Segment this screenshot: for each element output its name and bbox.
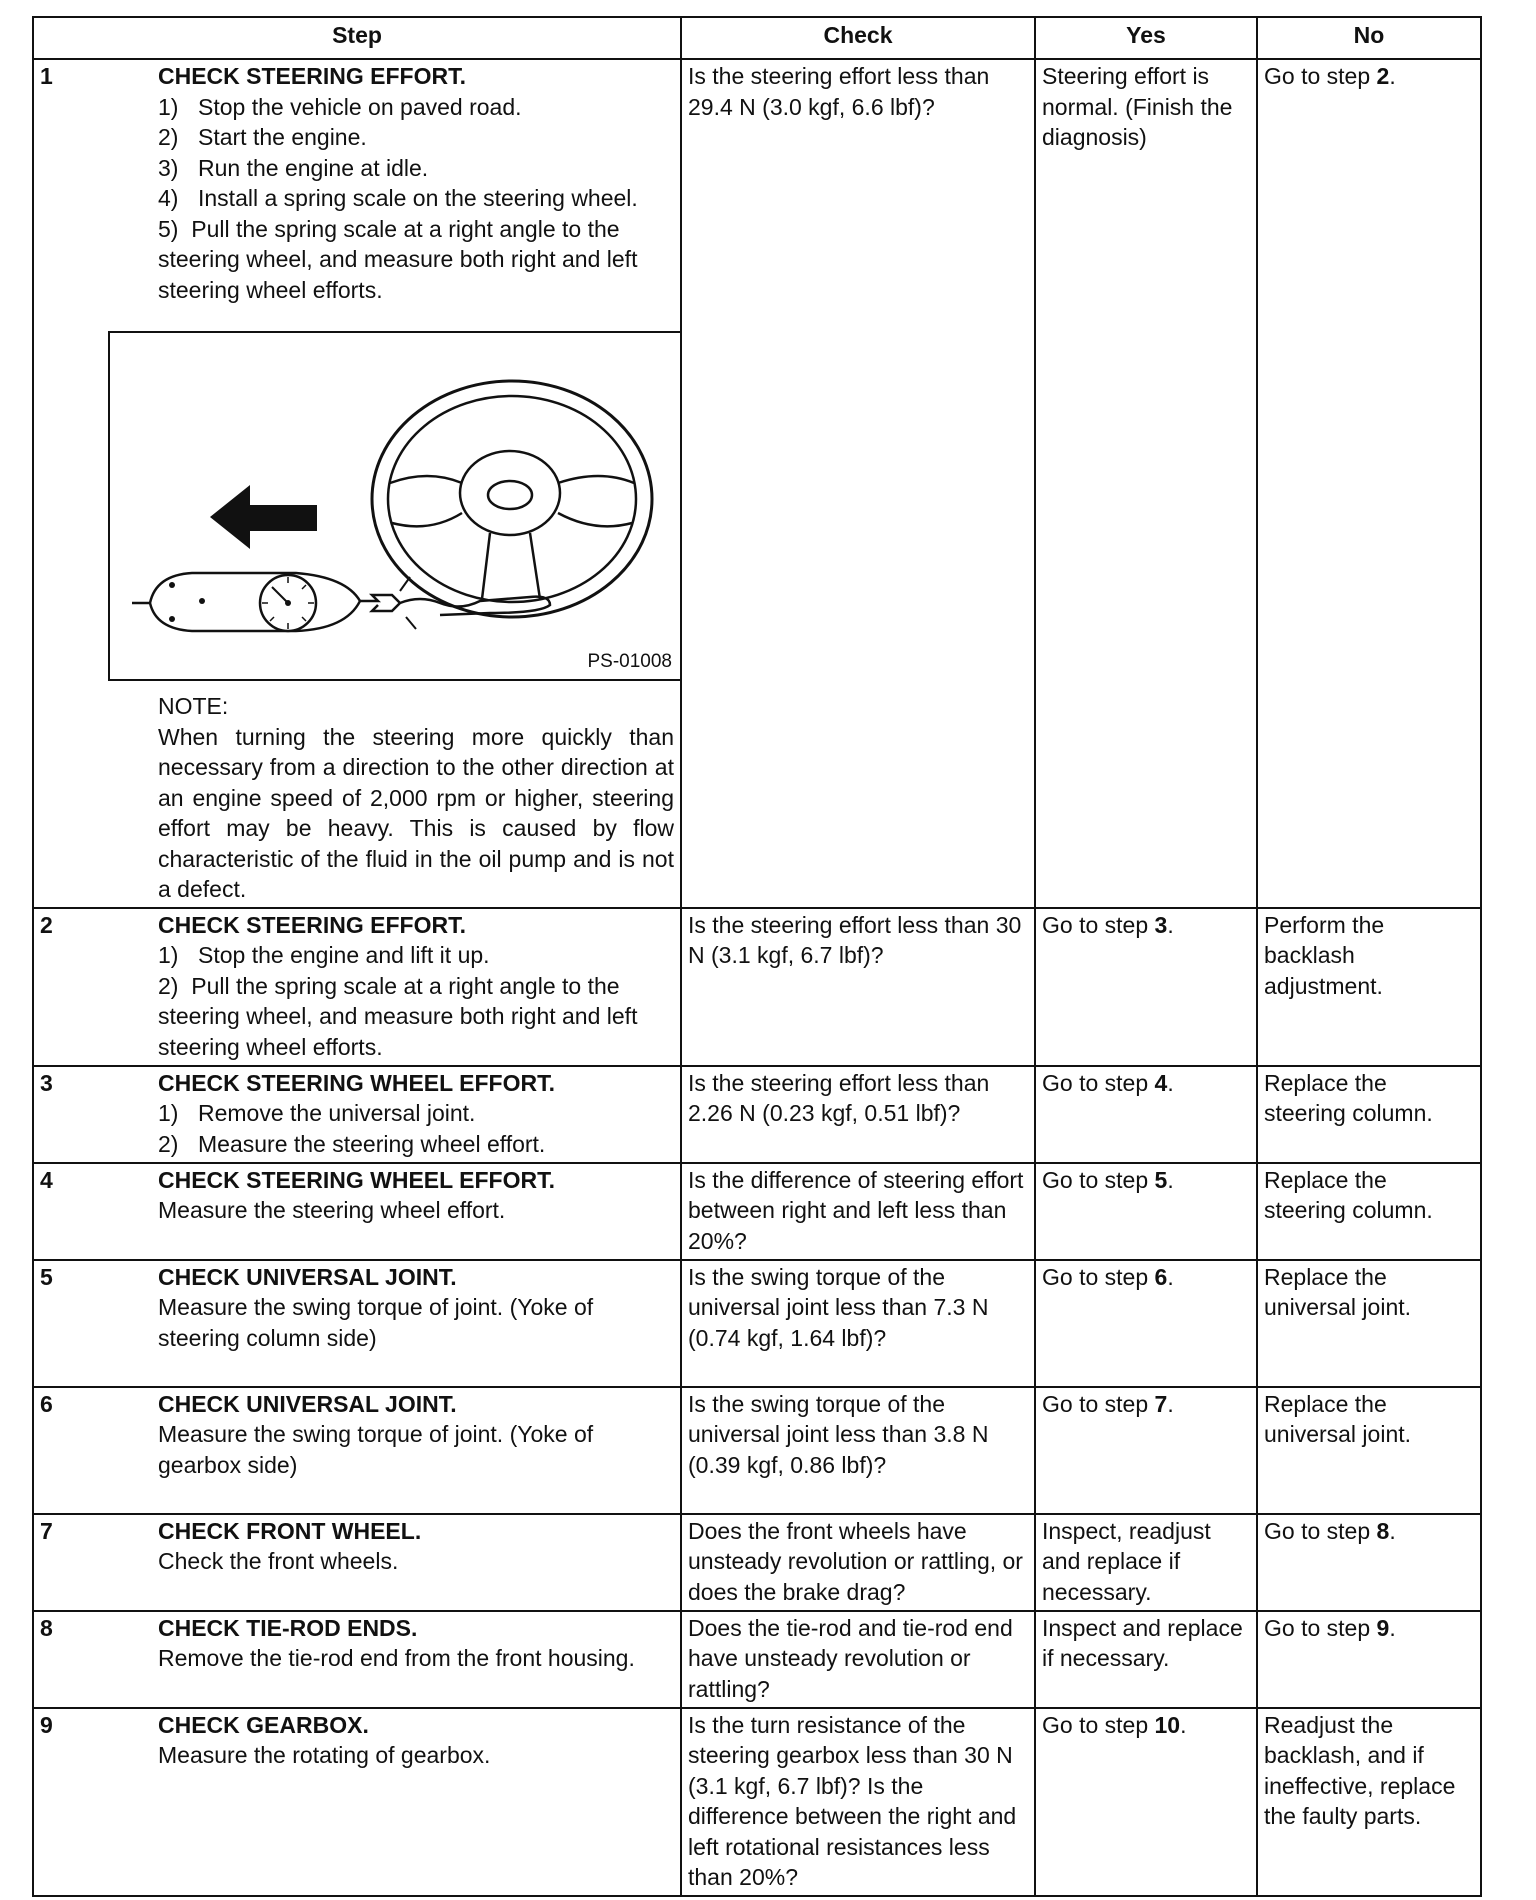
yes-cell: Go to step 7. [1035, 1387, 1257, 1514]
yes-cell: Go to step 4. [1035, 1066, 1257, 1163]
step-description: Measure the swing torque of joint. (Yoke of gearbox side) [158, 1421, 594, 1478]
list-item: 2) Start the engine. [158, 124, 367, 150]
step-cell [33, 1163, 681, 1260]
no-cell: Perform the backlash adjustment. [1257, 908, 1481, 1066]
table-row [33, 1514, 1481, 1611]
step-description: Check the front wheels. [158, 1548, 399, 1574]
header-row [33, 17, 1481, 59]
step-link: 10 [1154, 1711, 1181, 1738]
check-cell: Is the steering effort less than 29.4 N (3.0 kgf, 6.6 lbf)? [681, 59, 1035, 908]
steering-wheel-spring-scale-illustration [110, 333, 680, 679]
step-cell [33, 1066, 681, 1163]
step-link: 9 [1376, 1614, 1390, 1641]
header-step: Step [33, 17, 681, 59]
yes-cell: Steering effort is normal. (Finish the diagnosis) [1035, 59, 1257, 908]
step-link: 2 [1376, 63, 1390, 89]
step-description: Measure the swing torque of joint. (Yoke of steering column side) [158, 1294, 594, 1351]
yes-cell: Inspect and replace if necessary. [1035, 1611, 1257, 1708]
figure-id: PS-01008 [587, 651, 672, 672]
check-cell: Is the difference of steering effort between right and left less than 20%? [681, 1163, 1035, 1260]
steering-wheel-hub [460, 451, 560, 535]
list-item: 1) Stop the vehicle on paved road. [158, 93, 522, 120]
no-cell: Replace the steering column. [1257, 1163, 1481, 1260]
yes-cell: Go to step 10. [1035, 1708, 1257, 1896]
step-cell [33, 1260, 681, 1387]
steering-wheel-rim [372, 381, 652, 617]
no-cell: Go to step 9. [1257, 1611, 1481, 1708]
step-cell [33, 59, 681, 908]
check-cell: Is the steering effort less than 2.26 N (0.23 kgf, 0.51 lbf)? [681, 1066, 1035, 1163]
step-number: 4 [40, 1166, 53, 1193]
no-cell: Readjust the backlash, and if ineffective, replace the faulty parts. [1257, 1708, 1481, 1896]
diagnosis-table [32, 16, 1482, 1897]
check-cell: Is the steering effort less than 30 N (3.1 kgf, 6.7 lbf)? [681, 908, 1035, 1066]
left-arrow-icon [210, 485, 317, 549]
table-row [33, 1066, 1481, 1163]
step-title: CHECK FRONT WHEEL. [158, 1517, 422, 1544]
step-description: Measure the steering wheel effort. [158, 1197, 506, 1223]
step-cell [33, 1611, 681, 1708]
step-title: CHECK STEERING WHEEL EFFORT. [158, 1166, 555, 1193]
header-yes: Yes [1035, 17, 1257, 59]
step-number: 6 [40, 1390, 53, 1417]
steering-effort-figure [108, 331, 682, 681]
list-item: 4) Install a spring scale on the steering wheel. [158, 185, 638, 211]
step-link: 5 [1154, 1166, 1168, 1193]
spring-scale [132, 573, 550, 631]
step-cell [33, 908, 681, 1066]
list-item: 1) Remove the universal joint. [158, 1100, 476, 1126]
header-no: No [1257, 17, 1481, 59]
table-row [33, 1708, 1481, 1896]
step-number: 8 [40, 1614, 53, 1641]
step-description: Measure the rotating of gearbox. [158, 1742, 491, 1768]
step-number: 9 [40, 1711, 53, 1738]
diagnosis-sheet [32, 16, 1480, 1897]
step-cell [33, 1514, 681, 1611]
check-cell: Does the tie-rod and tie-rod end have unsteady revolution or rattling? [681, 1611, 1035, 1708]
no-cell: Go to step 2. [1257, 59, 1481, 908]
step-link: 3 [1154, 911, 1168, 938]
note-text: When turning the steering more quickly than necessary from a direction to the other direction at an engine speed of 2,000 rpm or higher, steering effort may be heavy. This is caused by flow characteristic of the fluid in the oil pump and is not a defect. [158, 723, 674, 902]
table-row [33, 1260, 1481, 1387]
table-row [33, 1387, 1481, 1514]
step-title: CHECK STEERING EFFORT. [158, 63, 466, 89]
no-cell: Go to step 8. [1257, 1514, 1481, 1611]
step-title: CHECK UNIVERSAL JOINT. [158, 1263, 457, 1290]
header-check: Check [681, 17, 1035, 59]
yes-cell: Go to step 5. [1035, 1163, 1257, 1260]
step-title: CHECK STEERING WHEEL EFFORT. [158, 1069, 555, 1096]
check-cell: Is the swing torque of the universal joint less than 3.8 N (0.39 kgf, 0.86 lbf)? [681, 1387, 1035, 1514]
table-row [33, 1163, 1481, 1260]
yes-cell: Go to step 3. [1035, 908, 1257, 1066]
step-number: 7 [40, 1517, 53, 1544]
list-item: 3) Run the engine at idle. [158, 154, 429, 181]
check-cell: Is the swing torque of the universal joint less than 7.3 N (0.74 kgf, 1.64 lbf)? [681, 1260, 1035, 1387]
step-description: Remove the tie-rod end from the front housing. [158, 1645, 635, 1671]
step-link: 8 [1376, 1517, 1390, 1544]
step-link: 7 [1154, 1390, 1168, 1417]
step-link: 4 [1154, 1069, 1168, 1096]
table-row [33, 1611, 1481, 1708]
step-title: CHECK STEERING EFFORT. [158, 911, 466, 938]
step-title: CHECK UNIVERSAL JOINT. [158, 1390, 457, 1417]
table-row [33, 908, 1481, 1066]
list-item: 2) Pull the spring scale at a right angle to the steering wheel, and measure both right and left steering wheel efforts. [158, 972, 638, 1060]
no-cell: Replace the universal joint. [1257, 1387, 1481, 1514]
check-cell: Does the front wheels have unsteady revolution or rattling, or does the brake drag? [681, 1514, 1035, 1611]
step-cell [33, 1708, 681, 1896]
step-number: 3 [40, 1069, 53, 1096]
step-number: 5 [40, 1263, 53, 1290]
step-number: 1 [40, 63, 53, 89]
list-item: 5) Pull the spring scale at a right angle to the steering wheel, and measure both right and left steering wheel efforts. [158, 215, 638, 303]
no-cell: Replace the steering column. [1257, 1066, 1481, 1163]
note-label: NOTE: [158, 693, 229, 719]
table-row [33, 59, 1481, 908]
step-cell [33, 1387, 681, 1514]
yes-cell: Inspect, readjust and replace if necessary. [1035, 1514, 1257, 1611]
check-cell: Is the turn resistance of the steering gearbox less than 30 N (3.1 kgf, 6.7 lbf)? Is the difference between the right and left rotational resistances less than 20%? [681, 1708, 1035, 1896]
list-item: 1) Stop the engine and lift it up. [158, 942, 490, 968]
no-cell: Replace the universal joint. [1257, 1260, 1481, 1387]
step-link: 6 [1154, 1263, 1168, 1290]
step-title: CHECK GEARBOX. [158, 1711, 369, 1738]
yes-cell: Go to step 6. [1035, 1260, 1257, 1387]
list-item: 2) Measure the steering wheel effort. [158, 1130, 546, 1157]
step-number: 2 [40, 911, 53, 938]
step-title: CHECK TIE-ROD ENDS. [158, 1614, 418, 1641]
